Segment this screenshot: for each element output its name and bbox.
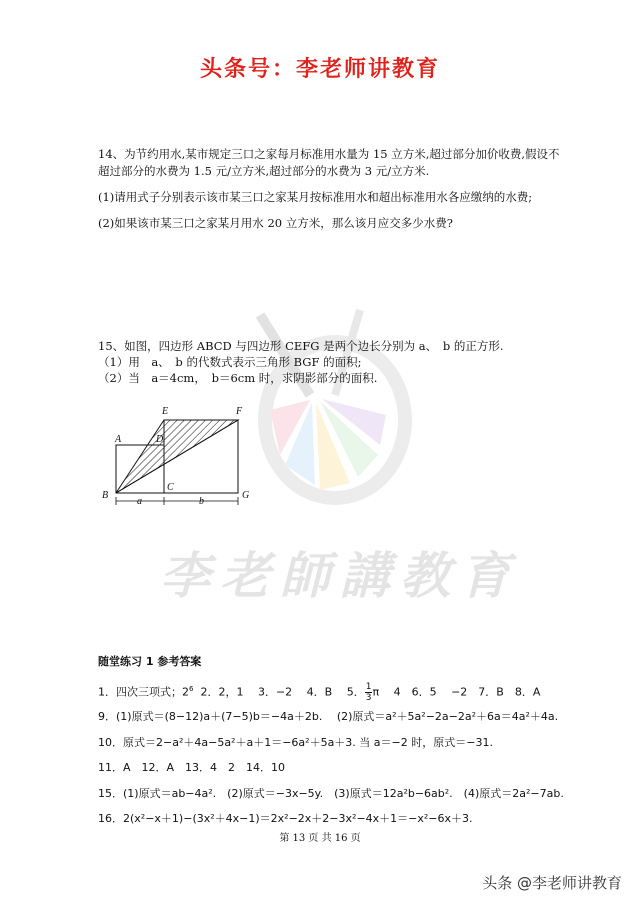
question-14: [98, 146, 568, 232]
q14-part2: (2)如果该市某三口之家某月用水 20 立方米，那么该月应交多少水费?: [98, 216, 453, 230]
answer-line-15: 15．(1)原式＝ab−4a². (2)原式＝−3x−5y. (3)原式＝12a²b−6ab². (4)原式＝2a²−7ab.: [98, 787, 564, 800]
q14-line2: 超过部分的水费为 1.5 元/立方米,超过部分的水费为 3 元/立方米.: [98, 164, 430, 178]
answer-line-11: 11．A 12．A 13．4 2 14．10: [98, 761, 286, 774]
watermark-text: 李老師講教育: [160, 546, 520, 605]
footer-brand: 头条 @李老师讲教育: [482, 874, 622, 892]
label-f-point: F: [236, 406, 243, 417]
answer-line-10: 10．原式＝2−a²＋4a−5a²＋a＋1＝−6a²＋5a＋3. 当 a＝−2 时，原式＝−31.: [98, 736, 493, 749]
squares-figure: [100, 398, 265, 513]
label-e-point: E: [162, 406, 169, 417]
label-side-a: a: [137, 496, 142, 507]
watermark-logo: [240, 305, 420, 505]
q15-part1: （1）用 a、 b 的代数式表示三角形 BGF 的面积;: [98, 355, 362, 369]
label-g-point: G: [242, 490, 250, 501]
label-side-b: b: [199, 496, 204, 507]
answer-line-9: 9．(1)原式＝(8−12)a＋(7−5)b＝−4a＋2b. (2)原式＝a²＋5a²−2a−2a²＋6a＝4a²＋4a.: [98, 710, 559, 723]
page-header-title: 头条号：李老师讲教育: [199, 57, 440, 82]
answers-heading: 随堂练习 1 参考答案: [98, 655, 202, 668]
q15-line1: 15、如图，四边形 ABCD 与四边形 CEFG 是两个边长分别为 a、 b 的正方形.: [98, 339, 504, 353]
label-b-point: B: [102, 490, 109, 501]
fraction-one-third: $\frac{1}{3}$: [365, 682, 372, 703]
label-a-point: A: [115, 434, 122, 445]
answer-line-1: 1．四次三项式；$2^6$ 2．2，1 3．−2 4．B 5． $\frac{1}{3}$ π 4 6．5 −2 7．B 8．A: [98, 682, 541, 703]
q14-line1: 14、为节约用水,某市规定三口之家每月标准用水量为 15 立方米,超过部分加价收费,假设不: [98, 147, 560, 161]
q14-part1: (1)请用式子分别表示该市某三口之家某月按标准用水和超出标准用水各应缴纳的水费;: [98, 190, 533, 204]
answer-line-16: 16．2(x²−x＋1)−(3x²＋4x−1)＝2x²−2x＋2−3x²−4x＋1＝−x²−6x＋3.: [98, 812, 473, 825]
label-c-point: C: [167, 482, 174, 493]
question-15: [98, 338, 568, 386]
label-d-point: D: [156, 434, 164, 445]
page-number: 第 13 页 共 16 页: [279, 833, 361, 844]
q15-part2: （2）当 a＝4cm， b＝6cm 时，求阴影部分的面积.: [98, 371, 378, 385]
